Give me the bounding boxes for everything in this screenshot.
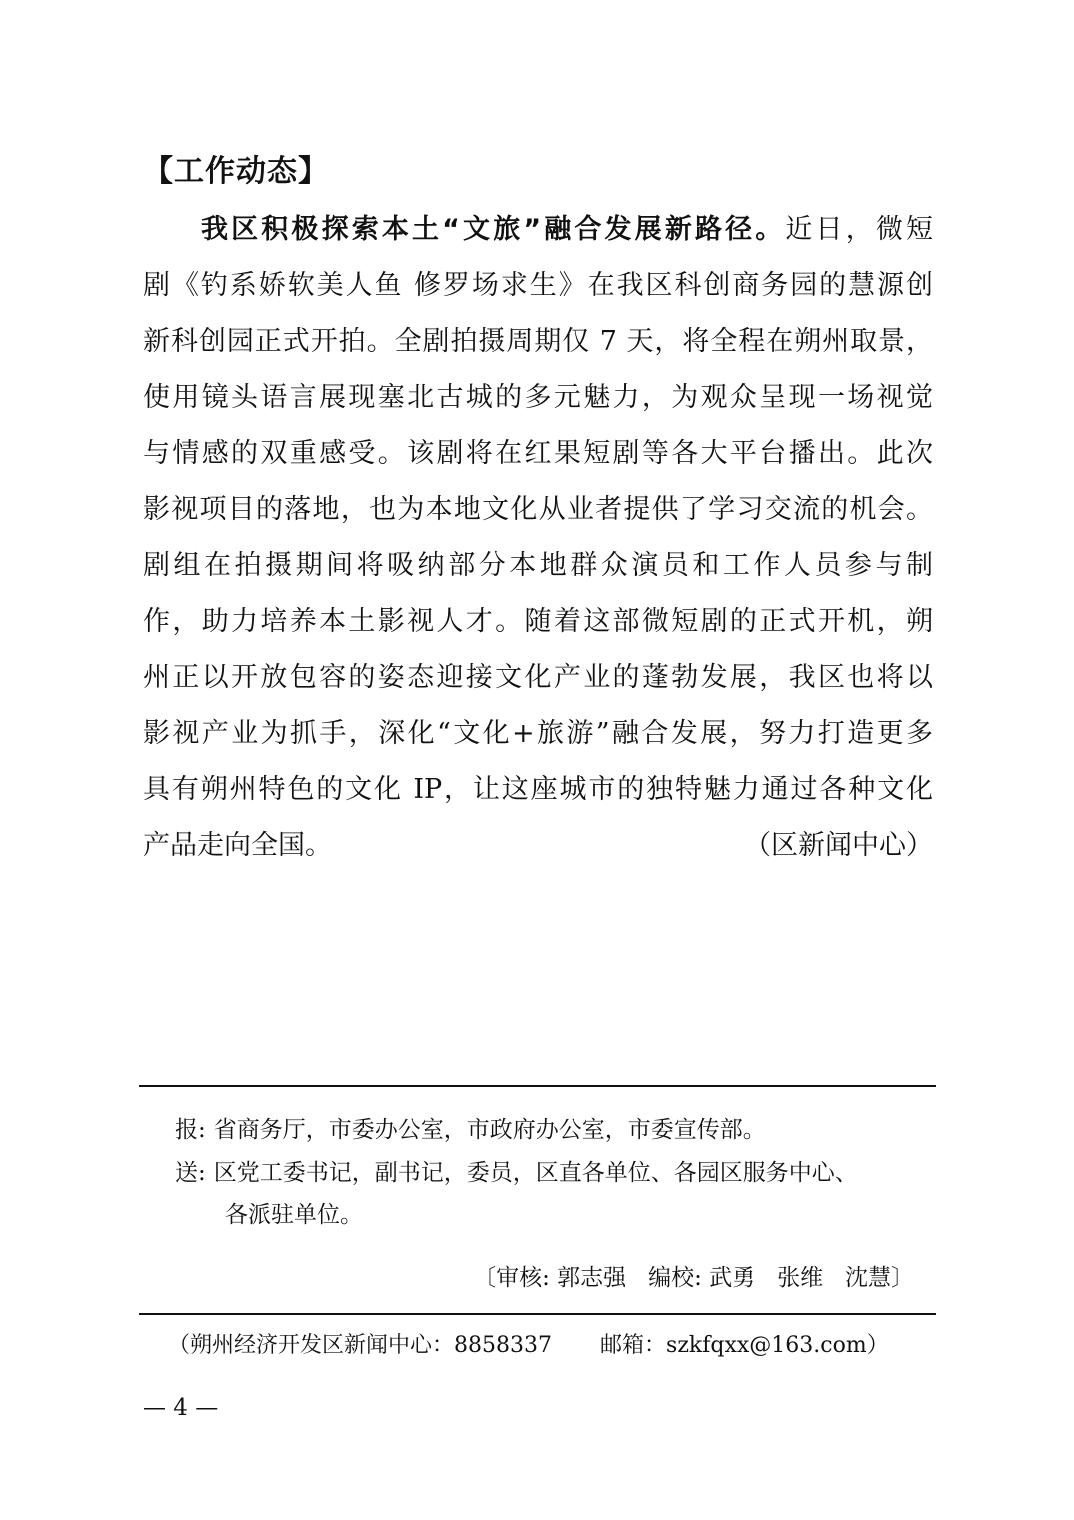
divider-top	[139, 1085, 936, 1087]
contact-email: szkfqxx@163.com	[666, 1333, 867, 1358]
article-line: 使用镜头语言展现塞北古城的多元魅力，为观众呈现一场视觉	[143, 382, 933, 413]
page-number: — 4 —	[143, 1395, 219, 1421]
article-line: 影视产业为抓手，深化“文化+旅游”融合发展，努力打造更多	[143, 718, 933, 749]
article-line: 与情感的双重感受。该剧将在红果短剧等各大平台播出。此次	[143, 438, 933, 469]
article-line	[143, 202, 933, 258]
review-close-bracket: 〕	[891, 1265, 914, 1291]
report-recipients: 省商务厅，市委办公室，市政府办公室，市委宣传部。	[213, 1117, 766, 1143]
send-recipients-continued: 各派驻单位。	[225, 1202, 363, 1228]
email-label: 邮箱：	[600, 1333, 667, 1358]
article-line	[143, 818, 933, 874]
contact-phone: 8858337	[454, 1333, 553, 1358]
contact-line	[168, 1327, 889, 1365]
article-line: 作，助力培养本土影视人才。随着这部微短剧的正式开机，朔	[143, 606, 933, 637]
editor-name: 沈慧	[845, 1265, 891, 1291]
article-body	[143, 202, 933, 874]
send-label: 送:	[175, 1160, 206, 1186]
divider-bottom	[139, 1313, 936, 1315]
send-recipients: 区党工委书记，副书记，委员，区直各单位、各园区服务中心、	[213, 1160, 858, 1186]
section-heading: 【工作动态】	[143, 154, 329, 189]
article-line: 剧《钓系娇软美人鱼 修罗场求生》在我区科创商务园的慧源创	[143, 270, 933, 301]
contact-close-paren: ）	[866, 1333, 889, 1358]
review-open-bracket: 〔	[473, 1265, 497, 1291]
editor-label: 编校:	[648, 1265, 702, 1291]
article-line: 州正以开放包容的姿态迎接文化产业的蓬勃发展，我区也将以	[143, 662, 933, 693]
review-credits	[473, 1258, 914, 1298]
send-to-block	[175, 1152, 935, 1236]
reviewer-name: 郭志强	[557, 1265, 627, 1291]
article-line: 影视项目的落地，也为本地文化从业者提供了学习交流的机会。	[143, 494, 933, 525]
article-line-text: 近日，微短	[785, 214, 933, 245]
contact-org: 朔州经济开发区新闻中心：	[190, 1333, 455, 1358]
contact-open-paren: （	[168, 1333, 191, 1358]
report-label: 报:	[175, 1117, 206, 1143]
editor-name: 张维	[777, 1265, 824, 1291]
article-line: 具有朔州特色的文化 IP，让这座城市的独特魅力通过各种文化	[143, 774, 933, 805]
article-lead: 我区积极探索本土“文旅”融合发展新路径。	[201, 214, 786, 245]
article-source: （区新闻中心）	[744, 830, 933, 861]
send-to-row	[175, 1152, 935, 1194]
article-line-text: 产品走向全国。	[143, 830, 332, 861]
article-line: 新科创园正式开拍。全剧拍摄周期仅 7 天，将全程在朔州取景，	[143, 326, 933, 357]
report-to-row	[175, 1109, 935, 1151]
review-label: 审核:	[496, 1265, 550, 1291]
article-line: 剧组在拍摄期间将吸纳部分本地群众演员和工作人员参与制	[143, 550, 933, 581]
editor-name: 武勇	[709, 1265, 756, 1291]
